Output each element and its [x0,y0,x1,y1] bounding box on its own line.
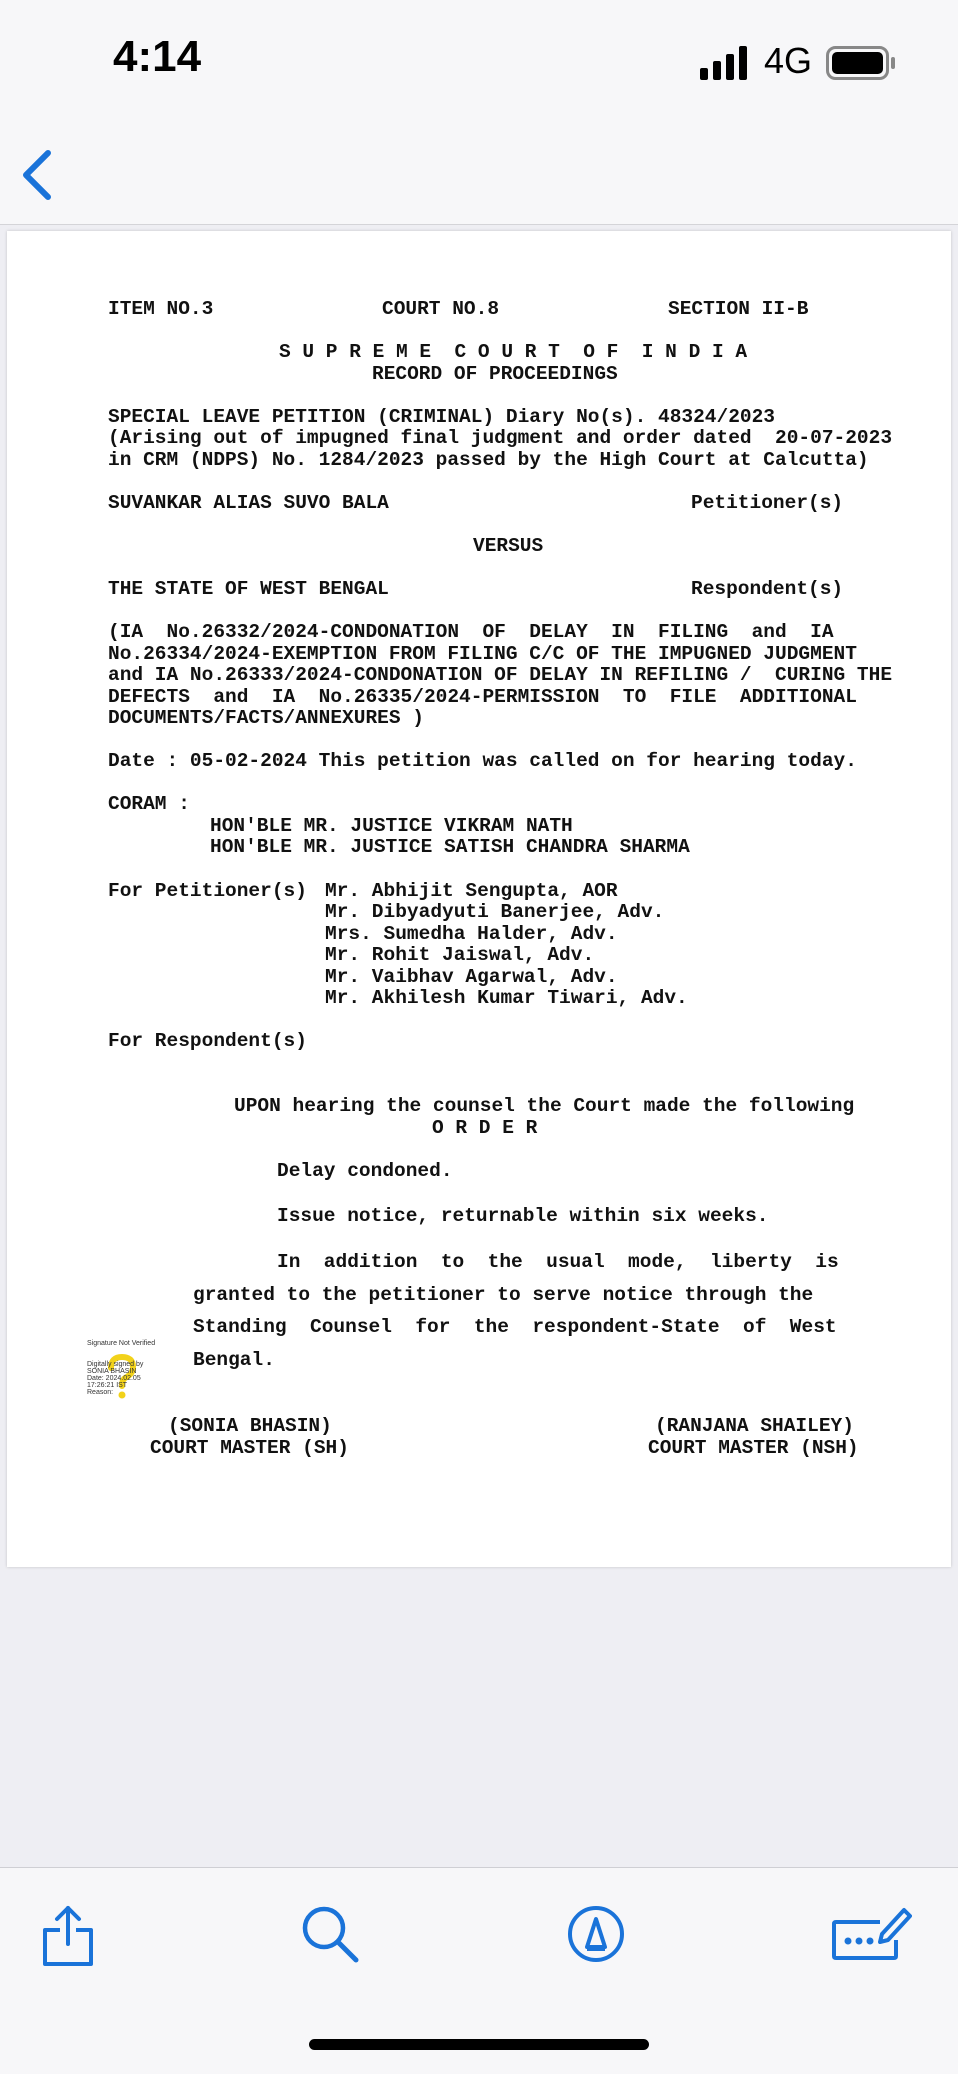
upon-hearing-line: UPON hearing the counsel the Court made the following [234,1095,855,1117]
cellular-signal-icon [700,46,750,80]
ia-line: (IA No.26332/2024-CONDONATION OF DELAY IN FILING and IA [108,621,834,643]
ia-line: No.26334/2024-EXEMPTION FROM FILING C/C OF THE IMPUGNED JUDGMENT [108,643,857,665]
judge-name: HON'BLE MR. JUSTICE SATISH CHANDRA SHARMA [210,836,690,858]
network-type: 4G [764,40,813,81]
order-title: O R D E R [432,1117,538,1139]
order-paragraph: Issue notice, returnable within six weeks. [277,1205,769,1227]
signature-status: Signature Not Verified [87,1340,156,1347]
signature-detail: Reason: [87,1389,114,1396]
ia-line: and IA No.26333/2024-CONDONATION OF DELAY IN REFILING / CURING THE [108,664,893,686]
respondent-label: Respondent(s) [691,578,844,600]
status-bar [0,0,958,125]
order-paragraph-line: In addition to the usual mode, liberty is [277,1251,839,1273]
respondent-name: THE STATE OF WEST BENGAL [108,578,389,600]
hearing-date-line: Date : 05-02-2024 This petition was called on for hearing today. [108,750,857,772]
battery-icon [826,46,896,80]
for-respondent-label: For Respondent(s) [108,1030,307,1052]
signatory-title-right: COURT MASTER (NSH) [648,1437,859,1459]
signatory-name-left: (SONIA BHASIN) [168,1415,332,1437]
digital-signature-stamp[interactable] [87,1340,177,1408]
signature-detail: 17:26:21 IST [87,1382,128,1389]
petition-line: SPECIAL LEAVE PETITION (CRIMINAL) Diary No(s). 48324/2023 [108,406,776,428]
coram-label: CORAM : [108,793,190,815]
counsel-name: Mrs. Sumedha Halder, Adv. [325,923,618,945]
counsel-name: Mr. Rohit Jaiswal, Adv. [325,944,595,966]
search-icon[interactable] [301,1905,359,1963]
judge-name: HON'BLE MR. JUSTICE VIKRAM NATH [210,815,573,837]
petitioner-name: SUVANKAR ALIAS SUVO BALA [108,492,389,514]
pdf-page [7,231,951,1567]
home-indicator [309,2039,649,2050]
signatory-title-left: COURT MASTER (SH) [150,1437,349,1459]
for-petitioner-label: For Petitioner(s) [108,880,307,902]
counsel-name: Mr. Abhijit Sengupta, AOR [325,880,618,902]
counsel-name: Mr. Akhilesh Kumar Tiwari, Adv. [325,987,688,1009]
share-icon[interactable] [41,1904,95,1968]
court-number: COURT NO.8 [382,298,500,320]
versus-label: VERSUS [473,535,544,557]
ia-line: DOCUMENTS/FACTS/ANNEXURES ) [108,707,424,729]
petitioner-label: Petitioner(s) [691,492,844,514]
navigation-bar [0,125,958,225]
order-paragraph-line: Standing Counsel for the respondent-State of West [193,1316,837,1338]
ia-line: DEFECTS and IA No.26335/2024-PERMISSION TO FILE ADDITIONAL [108,686,857,708]
fill-sign-icon[interactable] [832,1904,912,1964]
order-paragraph-line: Bengal. [193,1349,275,1371]
order-paragraph: Delay condoned. [277,1160,453,1182]
status-time: 4:14 [113,32,202,81]
counsel-name: Mr. Vaibhav Agarwal, Adv. [325,966,618,988]
back-chevron-icon[interactable] [18,143,58,207]
record-title: RECORD OF PROCEEDINGS [372,363,618,385]
signature-detail: SONIA BHASIN [87,1368,137,1375]
petition-line: (Arising out of impugned final judgment and order dated 20-07-2023 [108,427,893,449]
counsel-name: Mr. Dibyadyuti Banerjee, Adv. [325,901,665,923]
document-viewer[interactable] [0,225,958,1867]
markup-pen-icon[interactable] [567,1905,625,1963]
section-label: SECTION II-B [668,298,809,320]
item-number: ITEM NO.3 [108,298,214,320]
signatory-name-right: (RANJANA SHAILEY) [655,1415,854,1437]
petition-line: in CRM (NDPS) No. 1284/2023 passed by the High Court at Calcutta) [108,449,869,471]
bottom-toolbar [0,1867,958,2074]
signature-detail: Date: 2024.02.05 [87,1375,141,1382]
court-name: S U P R E M E C O U R T O F I N D I A [279,341,748,363]
order-paragraph-line: granted to the petitioner to serve notice through the [193,1284,814,1306]
signature-detail: Digitally signed by [87,1361,144,1368]
